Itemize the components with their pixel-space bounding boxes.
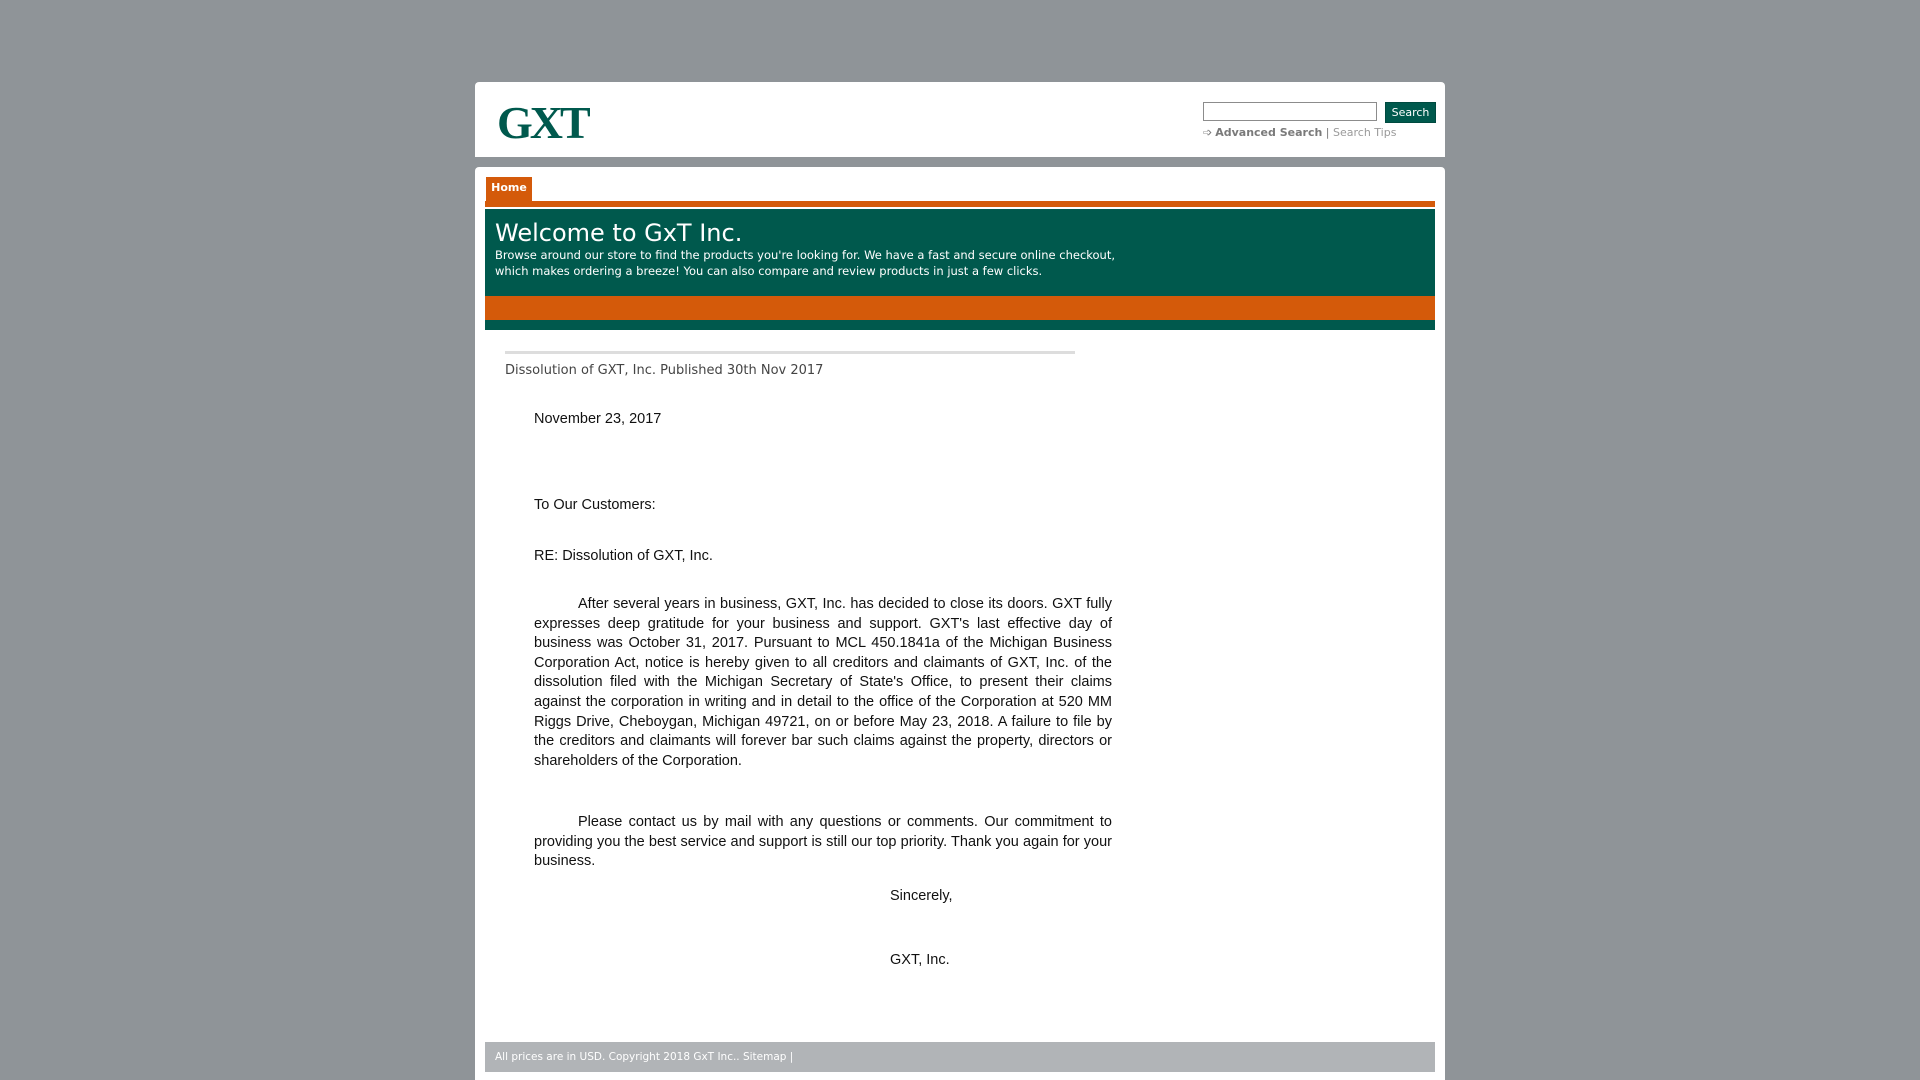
site-footer xyxy=(485,1042,1435,1072)
letter-date: November 23, 2017 xyxy=(534,411,662,427)
banner-subtitle: Browse around our store to find the products you're looking for. We have a fast and secure online checkout, which makes ordering a breeze! You can also compare and review products in just a few clicks. xyxy=(495,248,1116,278)
site-header xyxy=(475,82,1445,157)
link-separator: | xyxy=(1325,126,1330,139)
search-button[interactable]: Search xyxy=(1385,102,1436,123)
banner-green-band xyxy=(485,320,1435,330)
letter-closing: Sincerely, xyxy=(890,888,953,904)
letter-paragraph-1: After several years in business, GXT, Inc. has decided to close its doors. GXT fully expresses deep gratitude for your business and support. GXT's last effective day of business was October 31, 2017. Pursuant to MCL 450.1841a of the Michigan Business Corporation Act, notice is hereby given to all creditors and claimants of GXT, Inc. of the dissolution filed with the Michigan Secretary of State's Office, to present their claims against the corporation in writing and in detail to the office of the Corporation at 520 MM Riggs Drive, Cheboygan, Michigan 49721, on or before May 23, 2018. A failure to file by the creditors and claimants will forever bar such claims against the property, directors or shareholders of the Corporation. xyxy=(534,596,1112,769)
search-input[interactable] xyxy=(1203,102,1377,121)
banner-orange-band xyxy=(485,296,1435,320)
arrow-right-icon: ➩ xyxy=(1203,126,1213,139)
letter-salutation: To Our Customers: xyxy=(534,497,656,513)
search-tips-link[interactable]: Search Tips xyxy=(1333,126,1397,139)
logo-text: GXT xyxy=(497,97,588,144)
footer-text[interactable]: All prices are in USD. Copyright 2018 GxT Inc.. Sitemap | xyxy=(495,1051,794,1063)
tab-home[interactable]: Home xyxy=(486,177,532,201)
letter-paragraph-2: Please contact us by mail with any questions or comments. Our commitment to providing you the best service and support is still our top priority. Thank you again for your business. xyxy=(534,814,1112,870)
search-links xyxy=(1203,126,1396,139)
banner-title: Welcome to GxT Inc. xyxy=(495,219,743,247)
welcome-banner xyxy=(485,209,1435,296)
gxt-logo[interactable] xyxy=(495,96,591,144)
nav-stripe xyxy=(485,201,1435,207)
letter-re-line: RE: Dissolution of GXT, Inc. xyxy=(534,548,713,564)
letter-signature: GXT, Inc. xyxy=(890,952,950,968)
main-content xyxy=(475,167,1445,1080)
advanced-search-link[interactable]: Advanced Search xyxy=(1215,126,1323,139)
article-title: Dissolution of GXT, Inc. Published 30th Nov 2017 xyxy=(505,363,824,378)
article-divider xyxy=(505,351,1075,354)
